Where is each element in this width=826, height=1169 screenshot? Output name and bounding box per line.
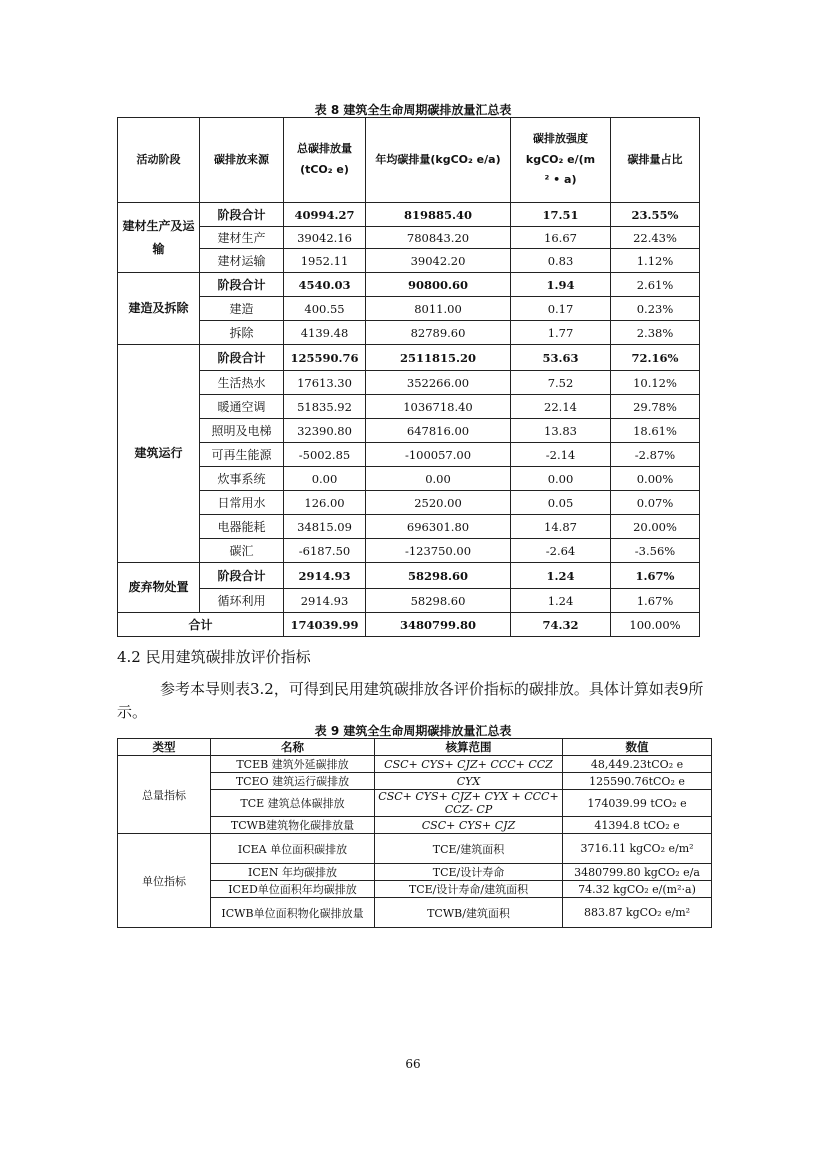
stage-label: 建筑运行 [118,345,200,563]
intensity-cell: 0.17 [511,297,611,321]
page-number: 66 [405,1057,421,1071]
intensity-cell: 53.63 [511,345,611,371]
annual-cell: -123750.00 [366,539,511,563]
table8-row [118,419,700,443]
ratio-cell: 29.78% [611,395,700,419]
total-cell: 4139.48 [284,321,366,345]
total-cell: 34815.09 [284,515,366,539]
intensity-cell: 1.77 [511,321,611,345]
header-type: 类型 [118,739,211,756]
annual-cell: 1036718.40 [366,395,511,419]
name-cell: TCE 建筑总体碳排放 [211,790,375,817]
intensity-cell: 13.83 [511,419,611,443]
section-heading: 4.2 民用建筑碳排放评价指标 [117,648,311,666]
header-intensity-line1: 碳排放强度 [533,131,588,145]
ratio-cell: 20.00% [611,515,700,539]
scope-cell: TCWB/建筑面积 [375,898,563,928]
total-cell: 2914.93 [284,563,366,589]
ratio-cell: 72.16% [611,345,700,371]
name-cell: TCEO 建筑运行碳排放 [211,773,375,790]
ratio-cell: 2.61% [611,273,700,297]
annual-cell: 2520.00 [366,491,511,515]
table8-subtotal-row [118,345,700,371]
intensity-cell: -2.14 [511,443,611,467]
header-ratio: 碳排量占比 [611,118,700,203]
value-cell: 48,449.23tCO₂ e [563,756,712,773]
table8-subtotal-row [118,203,700,227]
header-stage: 活动阶段 [118,118,200,203]
total-cell: 40994.27 [284,203,366,227]
intensity-cell: 1.24 [511,589,611,613]
ratio-cell: 22.43% [611,227,700,249]
stage-label: 建造及拆除 [118,273,200,345]
intensity-cell: 1.24 [511,563,611,589]
annual-cell: 58298.60 [366,563,511,589]
value-cell: 3480799.80 kgCO₂ e/a [563,864,712,881]
scope-cell: CSC+ CYS+ CJZ+ CCC+ CCZ [375,756,563,773]
value-cell: 174039.99 tCO₂ e [563,790,712,817]
scope-cell: CSC+ CYS+ CJZ+ CYX + CCC+ CCZ- CP [375,790,563,817]
table8-row [118,297,700,321]
header-value: 数值 [563,739,712,756]
name-cell: ICWB单位面积物化碳排放量 [211,898,375,928]
total-annual: 3480799.80 [366,613,511,637]
scope-cell: TCE/设计寿命 [375,864,563,881]
annual-cell: 696301.80 [366,515,511,539]
intensity-cell: 0.00 [511,467,611,491]
ratio-cell: 1.67% [611,563,700,589]
table9-row [118,834,712,864]
total-cell: 1952.11 [284,249,366,273]
table8-body [118,203,700,613]
table9-header-row [118,739,712,756]
header-annual: 年均碳排量(kgCO₂ e/a) [366,118,511,203]
ratio-cell: 0.07% [611,491,700,515]
intensity-cell: 14.87 [511,515,611,539]
table9-caption: 表 9 建筑全生命周期碳排放量汇总表 [314,724,512,738]
source-label: 碳汇 [200,539,284,563]
intensity-cell: -2.64 [511,539,611,563]
header-source: 碳排放来源 [200,118,284,203]
total-cell: 32390.80 [284,419,366,443]
source-label: 建造 [200,297,284,321]
source-label: 循环利用 [200,589,284,613]
table8-row [118,371,700,395]
total-intensity: 74.32 [511,613,611,637]
intensity-cell: 1.94 [511,273,611,297]
name-cell: ICED单位面积年均碳排放 [211,881,375,898]
stage-label: 建材生产及运输 [118,203,200,273]
name-cell: TCWB建筑物化碳排放量 [211,817,375,834]
header-total-line1: 总碳排放量 [297,142,352,156]
source-label: 可再生能源 [200,443,284,467]
ratio-cell: 2.38% [611,321,700,345]
total-cell: 51835.92 [284,395,366,419]
annual-cell: 647816.00 [366,419,511,443]
annual-cell: 58298.60 [366,589,511,613]
table8-row [118,443,700,467]
table8-row [118,491,700,515]
value-cell: 3716.11 kgCO₂ e/m² [563,834,712,864]
intensity-cell: 22.14 [511,395,611,419]
ratio-cell: -3.56% [611,539,700,563]
table8-caption: 表 8 建筑全生命周期碳排放量汇总表 [314,103,512,117]
total-cell: 126.00 [284,491,366,515]
source-label: 拆除 [200,321,284,345]
ratio-cell: 0.00% [611,467,700,491]
header-total-line2: (tCO₂ e) [300,163,349,176]
total-cell: -5002.85 [284,443,366,467]
header-total [284,118,366,203]
table8-row [118,227,700,249]
intensity-cell: 16.67 [511,227,611,249]
value-cell: 41394.8 tCO₂ e [563,817,712,834]
table8-total-row [118,613,700,637]
ratio-cell: 1.12% [611,249,700,273]
total-cell: -6187.50 [284,539,366,563]
source-label: 阶段合计 [200,563,284,589]
table9-body [118,756,712,928]
annual-cell: 39042.20 [366,249,511,273]
table8-subtotal-row [118,273,700,297]
total-cell: 17613.30 [284,371,366,395]
scope-cell: TCE/设计寿命/建筑面积 [375,881,563,898]
source-label: 暖通空调 [200,395,284,419]
intensity-cell: 0.83 [511,249,611,273]
body-paragraph: 参考本导则表3.2，可得到民用建筑碳排放各评价指标的碳排放。具体计算如表9所示。 [117,680,704,721]
table8-row [118,249,700,273]
source-label: 阶段合计 [200,273,284,297]
ratio-cell: 23.55% [611,203,700,227]
annual-cell: 82789.60 [366,321,511,345]
ratio-cell: -2.87% [611,443,700,467]
table8-header-row [118,118,700,203]
total-ratio: 100.00% [611,613,700,637]
table8-row [118,467,700,491]
table8-row [118,539,700,563]
source-label: 炊事系统 [200,467,284,491]
table8-row [118,589,700,613]
table8-subtotal-row [118,563,700,589]
table8 [117,117,700,637]
total-cell: 0.00 [284,467,366,491]
total-label: 合计 [118,613,284,637]
header-intensity-line2: kgCO₂ e/(m [525,152,596,166]
value-cell: 74.32 kgCO₂ e/(m²·a) [563,881,712,898]
annual-cell: 8011.00 [366,297,511,321]
header-name: 名称 [211,739,375,756]
annual-cell: 819885.40 [366,203,511,227]
total-cell: 2914.93 [284,589,366,613]
name-cell: ICEA 单位面积碳排放 [211,834,375,864]
scope-cell: CSC+ CYS+ CJZ [375,817,563,834]
annual-cell: 90800.60 [366,273,511,297]
annual-cell: 2511815.20 [366,345,511,371]
source-label: 阶段合计 [200,345,284,371]
table8-row [118,321,700,345]
annual-cell: 352266.00 [366,371,511,395]
source-label: 生活热水 [200,371,284,395]
ratio-cell: 0.23% [611,297,700,321]
name-cell: TCEB 建筑外延碳排放 [211,756,375,773]
total-cell: 4540.03 [284,273,366,297]
header-intensity-line3: ² • a) [544,173,577,187]
scope-cell: TCE/建筑面积 [375,834,563,864]
annual-cell: 780843.20 [366,227,511,249]
type-label: 总量指标 [118,756,211,834]
table8-row [118,515,700,539]
stage-label: 废弃物处置 [118,563,200,613]
total-cell: 400.55 [284,297,366,321]
source-label: 照明及电梯 [200,419,284,443]
table9 [117,738,712,928]
total-cell: 125590.76 [284,345,366,371]
source-label: 电器能耗 [200,515,284,539]
type-label: 单位指标 [118,834,211,928]
annual-cell: 0.00 [366,467,511,491]
source-label: 建材运输 [200,249,284,273]
intensity-cell: 17.51 [511,203,611,227]
table9-row [118,756,712,773]
ratio-cell: 18.61% [611,419,700,443]
source-label: 阶段合计 [200,203,284,227]
table8-row [118,395,700,419]
value-cell: 883.87 kgCO₂ e/m² [563,898,712,928]
scope-cell: CYX [375,773,563,790]
source-label: 日常用水 [200,491,284,515]
source-label: 建材生产 [200,227,284,249]
intensity-cell: 7.52 [511,371,611,395]
value-cell: 125590.76tCO₂ e [563,773,712,790]
ratio-cell: 1.67% [611,589,700,613]
annual-cell: -100057.00 [366,443,511,467]
intensity-cell: 0.05 [511,491,611,515]
header-intensity [511,118,611,203]
total-value: 174039.99 [284,613,366,637]
ratio-cell: 10.12% [611,371,700,395]
header-scope: 核算范围 [375,739,563,756]
name-cell: ICEN 年均碳排放 [211,864,375,881]
total-cell: 39042.16 [284,227,366,249]
